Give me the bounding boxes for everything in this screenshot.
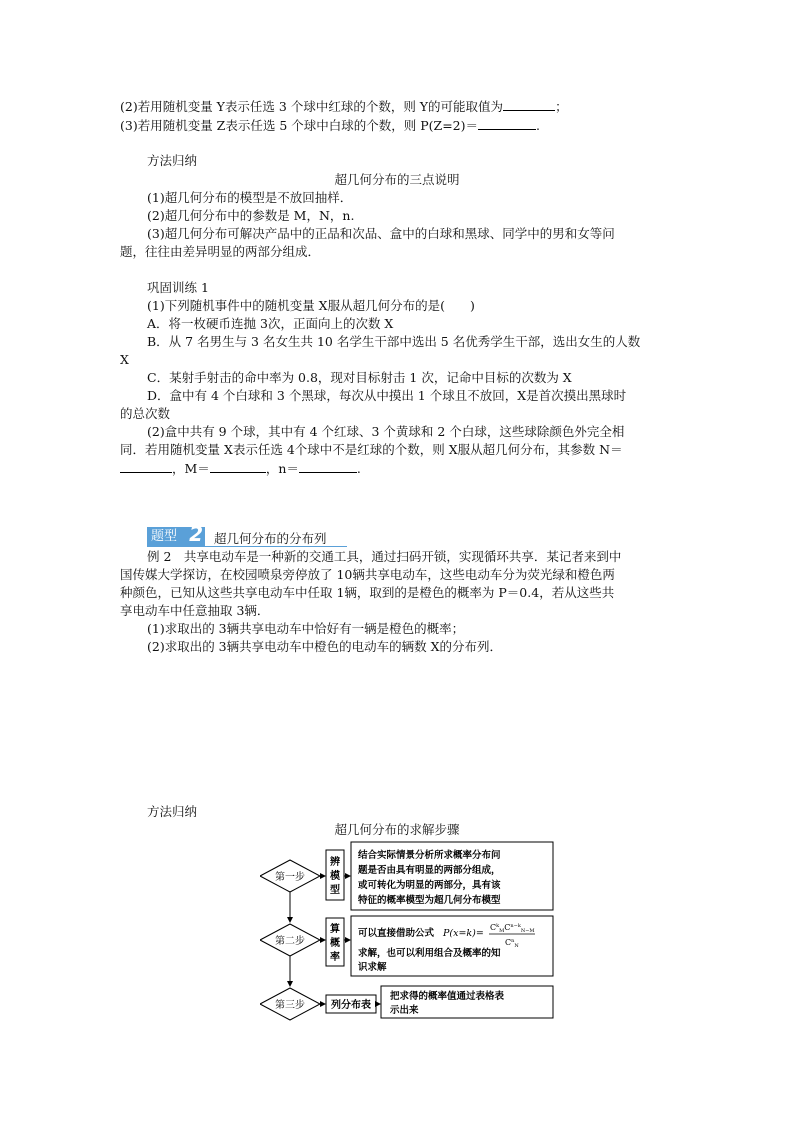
example-line-2: 国传媒大学探访，在校园喷泉旁停放了 10辆共享电动车，这些电动车分为荧光绿和橙色两	[120, 567, 615, 582]
punct: ；	[555, 99, 568, 114]
desc-1-line-4: 特征的概率模型为超几何分布模型	[358, 895, 501, 906]
label-m: ，M＝	[172, 461, 210, 476]
desc-1-line-3: 或可转化为明显的两部分，具有该	[358, 880, 501, 891]
question-3-text: (3)若用随机变量 Z表示任选 5 个球中白球的个数，则 P(Z=2)＝	[120, 118, 479, 133]
formula-numerator: $C^k_MC^{n-k}_{N-M}$	[490, 923, 535, 934]
method-label: 方法归纳	[147, 153, 198, 168]
punct: .	[536, 118, 540, 133]
desc-2-line-1: 可以直接借助公式	[358, 928, 435, 939]
tag-2-char-2: 概	[330, 938, 340, 949]
practice-q2: (2)盒中共有 9 个球，其中有 4 个红球、3 个黄球和 2 个白球，这些球除颜色外完全相	[147, 424, 625, 439]
section-title: 超几何分布的分布列	[214, 531, 327, 546]
badge-number: 2	[189, 522, 203, 546]
example-q2: (2)求取出的 3辆共享电动车中橙色的电动车的辆数 X的分布列．	[147, 639, 503, 654]
question-3-line	[120, 117, 680, 135]
example-line-4: 享电动车中任意抽取 3辆．	[120, 603, 270, 618]
blank-m[interactable]	[210, 460, 266, 473]
step-2-label: 第二步	[275, 936, 305, 947]
punct: .	[356, 461, 361, 476]
method-point-3-cont: 题，往往由差异明显的两部分组成．	[120, 244, 321, 259]
step-3-label: 第三步	[275, 1000, 305, 1011]
label-n: ，n＝	[265, 461, 299, 476]
option-a[interactable]: A．将一枚硬币连抛 3次，正面向上的次数 X	[147, 316, 394, 331]
answer-blank[interactable]	[503, 98, 555, 111]
method2-label: 方法归纳	[147, 804, 198, 819]
question-type-badge	[147, 522, 205, 547]
method-point-2: (2)超几何分布中的参数是 M，N，n.	[147, 208, 355, 223]
tag-3-text: 列分布表	[331, 1000, 371, 1011]
method-point-1: (1)超几何分布的模型是不放回抽样．	[147, 190, 353, 205]
blank-n[interactable]	[299, 460, 357, 473]
example-line-3: 种颜色，已知从这些共享电动车中任取 1辆，取到的是橙色的概率为 P＝0.4，若从这些共	[120, 585, 615, 600]
option-c[interactable]: C．某射手射击的命中率为 0.8，现对目标射击 1 次，记命中目标的次数为 X	[147, 370, 572, 385]
method2-title: 超几何分布的求解步骤	[334, 822, 460, 837]
desc-2-line-3: 识求解	[358, 962, 387, 973]
badge-text: 题型	[151, 529, 178, 544]
option-d[interactable]: D．盒中有 4 个白球和 3 个黑球，每次从中摸出 1 个球且不放回，X是首次摸出黑球时	[147, 388, 627, 403]
method-point-3: (3)超几何分布可解决产品中的正品和次品、盒中的白球和黑球、同学中的男和女等问	[147, 226, 615, 241]
answer-blank[interactable]	[478, 117, 536, 130]
practice-heading: 巩固训练 1	[147, 280, 209, 295]
step-1-label: 第一步	[275, 872, 305, 883]
tag-2-char-3: 率	[330, 952, 340, 963]
desc-1-line-2: 题是否由具有明显的两部分组成，	[358, 865, 501, 876]
formula-lhs: P(x=k)=	[443, 928, 484, 939]
desc-1-line-1: 结合实际情景分析所求概率分布问	[358, 850, 501, 861]
example-line-1: 例 2 共享电动车是一种新的交通工具，通过扫码开锁，实现循环共享．某记者来到中	[147, 549, 622, 564]
desc-2-line-2: 求解，也可以利用组合及概率的知	[358, 948, 501, 959]
question-2-text: (2)若用随机变量 Y表示任选 3 个球中红球的个数，则 Y的可能取值为	[120, 99, 504, 114]
tag-1-char-3: 型	[330, 885, 340, 896]
option-b-cont: X	[120, 352, 129, 367]
practice-q2-cont: 同．若用随机变量 X表示任选 4个球中不是红球的个数，则 X服从超几何分布，其参数 N＝	[120, 442, 623, 457]
method-title: 超几何分布的三点说明	[334, 172, 460, 187]
tag-1-char-1: 辨	[330, 857, 340, 868]
practice-q2-blanks	[120, 460, 680, 478]
formula-denominator: $C^n_N$	[505, 938, 519, 949]
option-b[interactable]: B．从 7 名男生与 3 名女生共 10 名学生干部中选出 5 名优秀学生干部，选出女生的人数	[147, 334, 641, 349]
desc-3-line-2: 示出来	[390, 1005, 419, 1016]
practice-q1: (1)下列随机事件中的随机变量 X服从超几何分布的是( )	[147, 298, 475, 313]
solution-steps-flowchart	[260, 838, 560, 1023]
option-d-cont: 的总次数	[120, 406, 171, 421]
tag-1-char-2: 模	[330, 871, 340, 882]
question-2-line	[120, 98, 680, 116]
example-q1: (1)求取出的 3辆共享电动车中恰好有一辆是橙色的概率；	[147, 621, 465, 636]
desc-3-line-1: 把求得的概率值通过表格表	[390, 991, 505, 1002]
blank-n-upper[interactable]	[120, 460, 172, 473]
tag-2-char-1: 算	[330, 924, 340, 935]
